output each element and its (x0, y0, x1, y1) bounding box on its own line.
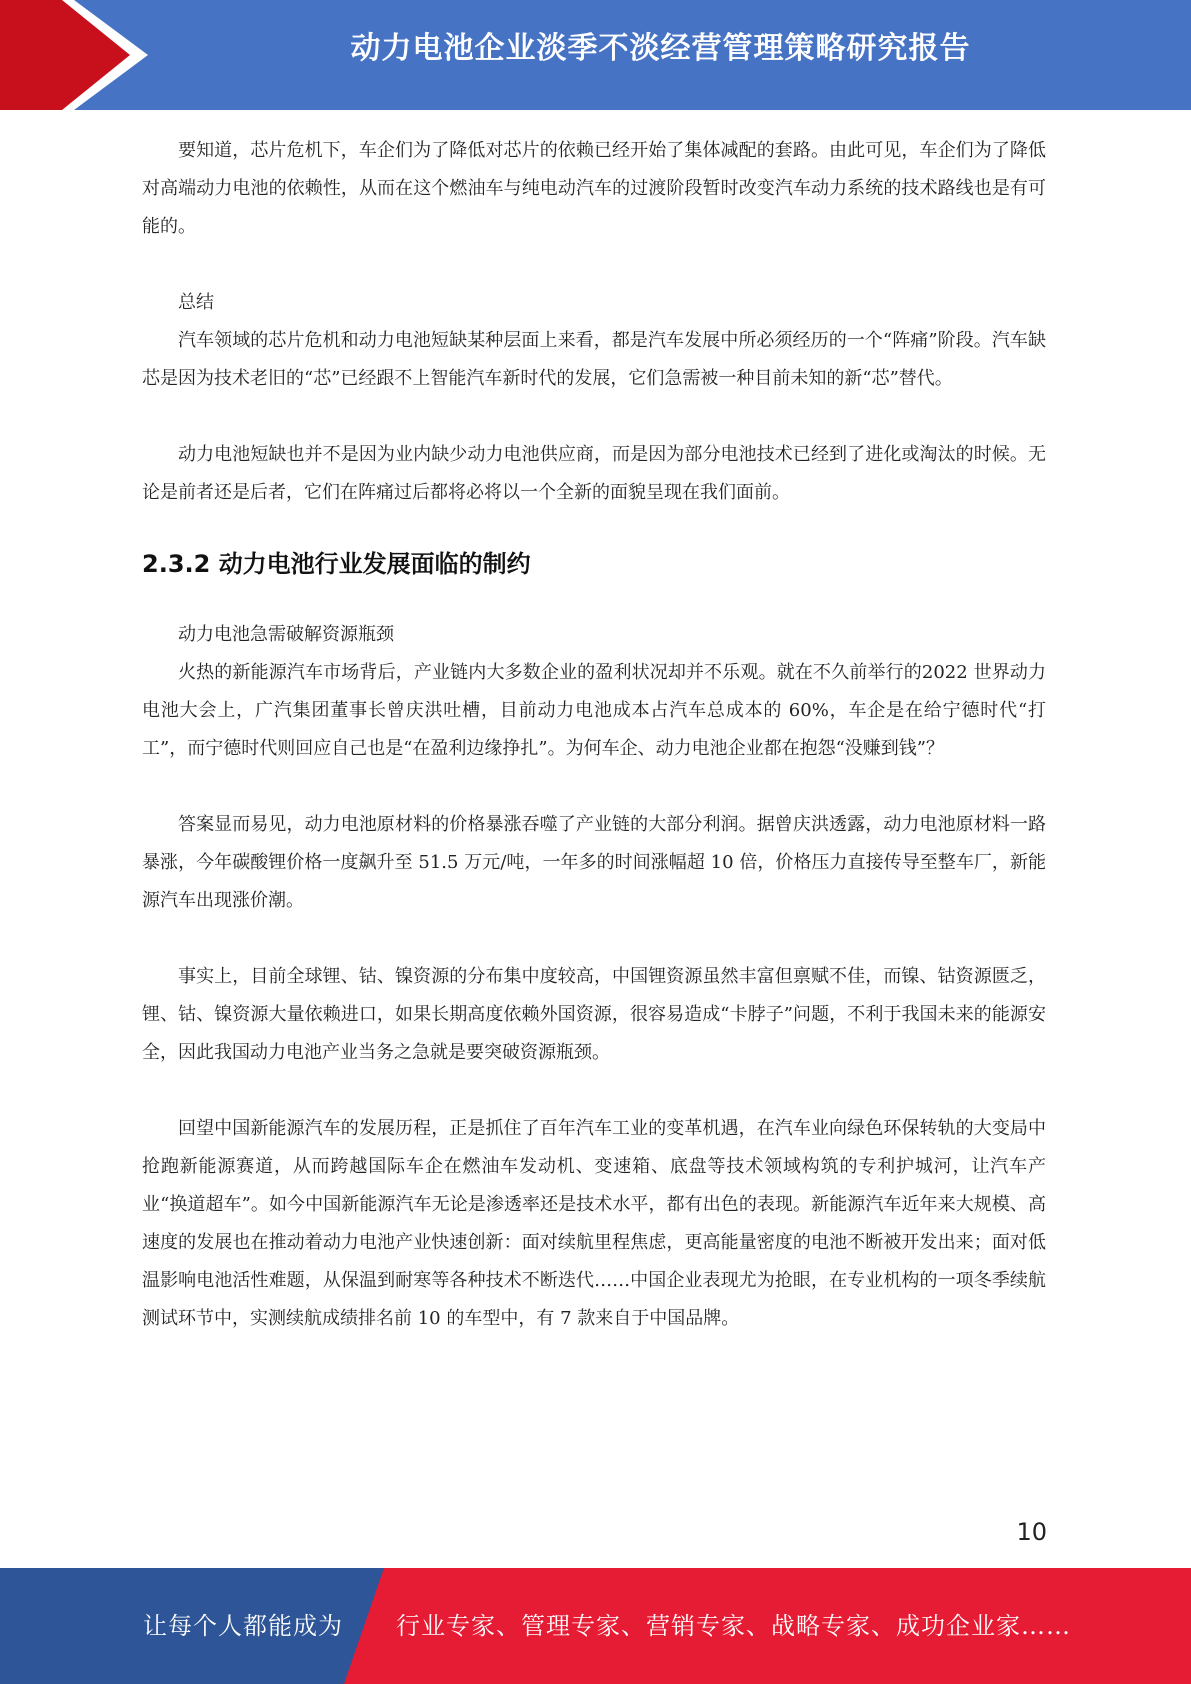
document-title: 动力电池企业淡季不淡经营管理策略研究报告 (350, 31, 971, 66)
subheading: 动力电池急需破解资源瓶颈 (178, 624, 394, 645)
paragraph: 回望中国新能源汽车的发展历程，正是抓住了百年汽车工业的变革机遇，在汽车业向绿色环保转轨的大变局中抢跑新能源赛道，从而跨越国际车企在燃油车发动机、变速箱、底盘等技术领域构筑的专利护城河，让汽车产业“换道超车”。如今中国新能源汽车无论是渗透率还是技术水平，都有出色的表现。新能源汽车近年来大规模、高速度的发展也在推动着动力电池产业快速创新：面对续航里程焦虑，更高能量密度的电池不断被开发出来；面对低温影响电池活性难题，从保温到耐寒等各种技术不断迭代……中国企业表现尤为抢眼，在专业机构的一项冬季续航测试环节中，实测续航成绩排名前 10 的车型中，有 7 款来自于中国品牌。 (142, 1118, 1046, 1329)
paragraph: 动力电池短缺也并不是因为业内缺少动力电池供应商，而是因为部分电池技术已经到了进化或淘汰的时候。无论是前者还是后者，它们在阵痛过后都将必将以一个全新的面貌呈现在我们面前。 (142, 444, 1046, 503)
main-content (142, 132, 1046, 1338)
page-number: 10 (1016, 1518, 1047, 1546)
section-heading: 2.3.2 动力电池行业发展面临的制约 (142, 550, 531, 578)
header-banner (0, 0, 1191, 110)
paragraph: 事实上，目前全球锂、钴、镍资源的分布集中度较高，中国锂资源虽然丰富但禀赋不佳，而镍、钴资源匮乏，锂、钴、镍资源大量依赖进口，如果长期高度依赖外国资源，很容易造成“卡脖子”问题，不利于我国未来的能源安全，因此我国动力电池产业当务之急就是要突破资源瓶颈。 (142, 966, 1046, 1063)
footer-slogan-left: 让每个人都能成为 (143, 1612, 343, 1640)
paragraph: 要知道，芯片危机下，车企们为了降低对芯片的依赖已经开始了集体减配的套路。由此可见，车企们为了降低对高端动力电池的依赖性，从而在这个燃油车与纯电动汽车的过渡阶段暂时改变汽车动力系统的技术路线也是有可能的。 (142, 140, 1046, 237)
footer-slogan-right: 行业专家、管理专家、营销专家、战略专家、成功企业家…… (396, 1612, 1071, 1640)
paragraph: 答案显而易见，动力电池原材料的价格暴涨吞噬了产业链的大部分利润。据曾庆洪透露，动力电池原材料一路暴涨，今年碳酸锂价格一度飙升至 51.5 万元/吨，一年多的时间涨幅超 10 倍，价格压力直接传导至整车厂，新能源汽车出现涨价潮。 (142, 814, 1046, 911)
paragraph: 火热的新能源汽车市场背后，产业链内大多数企业的盈利状况却并不乐观。就在不久前举行的2022 世界动力电池大会上，广汽集团董事长曾庆洪吐槽，目前动力电池成本占汽车总成本的 60%，车企是在给宁德时代“打工”，而宁德时代则回应自己也是“在盈利边缘挣扎”。为何车企、动力电池企业都在抱怨“没赚到钱”？ (142, 662, 1046, 759)
summary-label: 总结 (178, 292, 214, 313)
footer-banner (0, 1568, 1191, 1684)
paragraph: 汽车领域的芯片危机和动力电池短缺某种层面上来看，都是汽车发展中所必须经历的一个“阵痛”阶段。汽车缺芯是因为技术老旧的“芯”已经跟不上智能汽车新时代的发展，它们急需被一种目前未知的新“芯”替代。 (142, 330, 1046, 389)
